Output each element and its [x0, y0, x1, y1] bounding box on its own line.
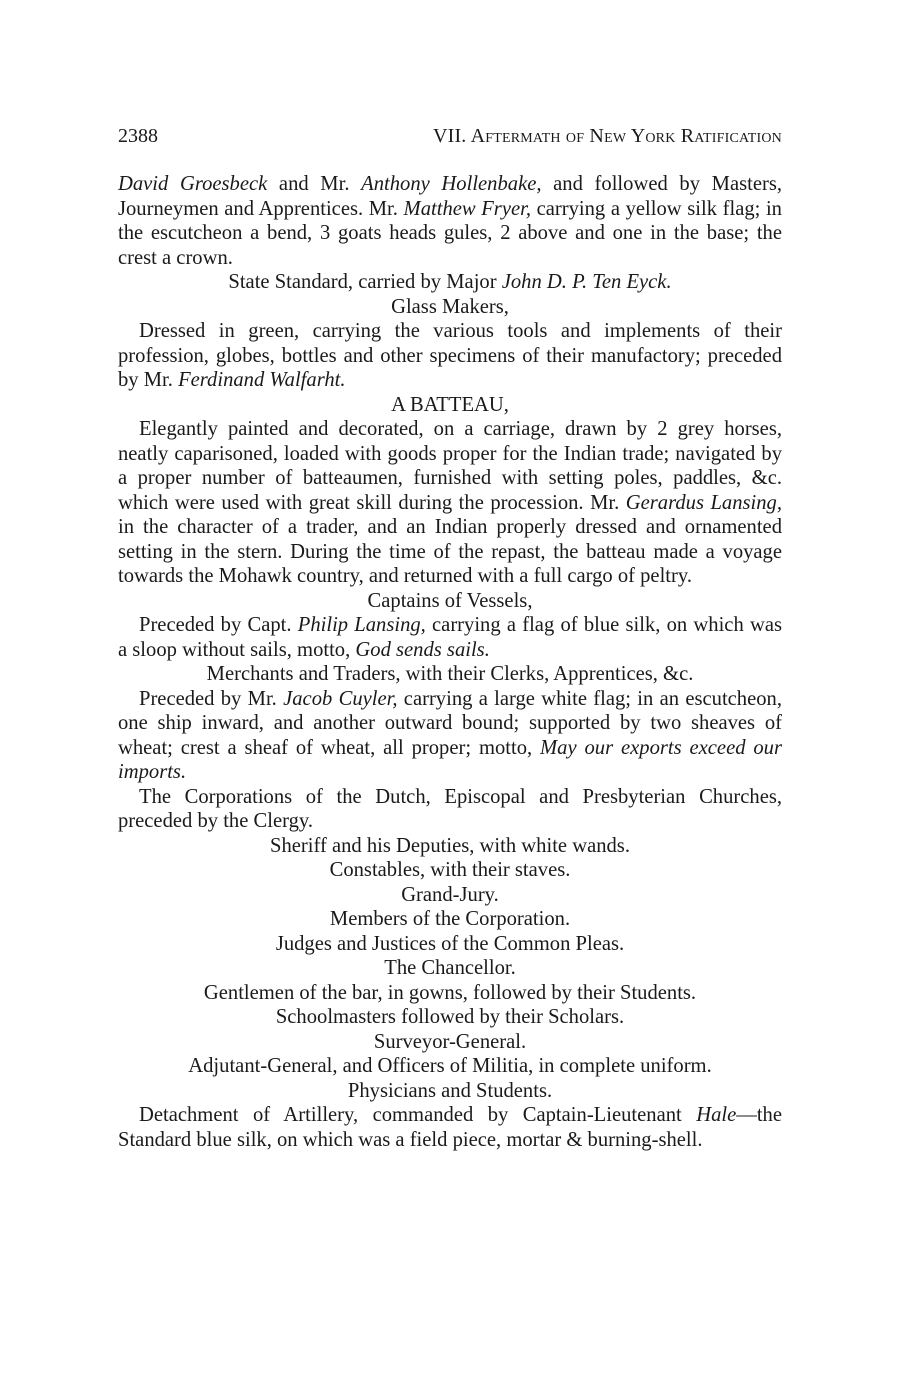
- paragraph-masters: [118, 172, 782, 270]
- line-constables: Constables, with their staves.: [329, 859, 571, 881]
- name-philip-lansing: Philip Lansing,: [297, 614, 426, 636]
- line-physicians: Physicians and Students.: [347, 1079, 553, 1102]
- text-fragment: Detachment of Artillery, commanded by Captain-Lieutenant: [139, 1104, 697, 1126]
- running-title: VII. Aftermath of New York Ratification: [432, 125, 782, 147]
- paragraph-artillery: [118, 1103, 782, 1152]
- line-sheriff: Sheriff and his Deputies, with white wands.: [270, 834, 630, 857]
- line-adjutant-general: Adjutant-General, and Officers of Militia, in complete uniform.: [188, 1055, 712, 1077]
- text-fragment: Elegantly painted and decorated, on a carriage, drawn by 2 grey horses, neatly caparisoned, loaded with goods proper for the Indian trade; navigated by a proper number of batteaumen, furnished with setting poles, paddles, &c. which were used with great skill during the procession. Mr.: [118, 418, 782, 514]
- text-fragment: carrying a large white flag; in an escutcheon, one ship inward, and another outward bound; supported by two sheaves of wheat; crest a sheaf of wheat, all proper; motto,: [118, 687, 782, 759]
- line-schoolmasters: Schoolmasters followed by their Scholars.: [275, 1006, 625, 1028]
- line-corporation-members: Members of the Corporation.: [329, 908, 571, 930]
- line-gentlemen-of-bar: Gentlemen of the bar, in gowns, followed by their Students.: [203, 981, 697, 1004]
- paragraph-merchants: [118, 687, 782, 785]
- name-jacob-cuyler: Jacob Cuyler,: [283, 687, 398, 710]
- text-fragment: and Mr.: [267, 173, 362, 195]
- name-ferdinand-walfarht: Ferdinand Walfarht.: [178, 369, 346, 391]
- text-fragment: Preceded by Capt.: [139, 614, 298, 636]
- text-fragment: in the character of a trader, and an Indian properly dressed and ornamented setting in the stern. During the time of the repast, the batteau made a voyage towards the Mohawk country, and returned with a full cargo of peltry.: [118, 516, 782, 587]
- line-surveyor-general: Surveyor-General.: [373, 1030, 527, 1053]
- document-page: [118, 122, 782, 1152]
- text-fragment: Preceded by Mr.: [139, 687, 284, 710]
- line-grand-jury: Grand-Jury.: [401, 883, 499, 906]
- text-fragment: State Standard, carried by Major: [228, 271, 502, 293]
- paragraph-glass-makers: [118, 319, 782, 393]
- text-fragment: carrying a yellow silk flag; in the escutcheon a bend, 3 goats heads gules, 2 above and one in the base; the crest a crown.: [118, 197, 782, 269]
- text-fragment: and followed by Masters, Journeymen and Apprentices. Mr.: [118, 173, 782, 220]
- paragraph-corporations: The Corporations of the Dutch, Episcopal and Presbyterian Churches, preceded by the Clergy.: [118, 785, 782, 832]
- name-matthew-fryer: Matthew Fryer,: [403, 197, 531, 220]
- paragraph-captains: [118, 613, 782, 662]
- page-number: 2388: [118, 125, 158, 147]
- body-text: [118, 172, 782, 1152]
- name-john-ten-eyck: John D. P. Ten Eyck.: [501, 271, 672, 293]
- text-fragment: carrying a flag of blue silk, on which was a sloop without sails, motto,: [118, 614, 782, 661]
- motto-god-sends-sails: God sends sails.: [355, 638, 490, 661]
- line-chancellor: The Chancellor.: [384, 957, 516, 979]
- name-anthony-hollenbake: Anthony Hollenbake,: [361, 173, 542, 195]
- name-hale: Hale: [696, 1104, 737, 1126]
- name-gerardus-lansing: Gerardus Lansing,: [625, 491, 782, 514]
- heading-glass-makers: Glass Makers,: [391, 295, 509, 318]
- state-standard-line: [118, 270, 782, 295]
- heading-captains: Captains of Vessels,: [367, 589, 533, 612]
- line-judges: Judges and Justices of the Common Pleas.: [275, 932, 625, 955]
- paragraph-batteau: [118, 417, 782, 589]
- text-fragment: Dressed in green, carrying the various tools and implements of their profession, globes, bottles and other specimens of their manufactory; preceded by Mr.: [118, 320, 782, 391]
- page-header: [118, 122, 782, 150]
- heading-merchants: Merchants and Traders, with their Clerks, Apprentices, &c.: [206, 663, 694, 685]
- heading-batteau: A BATTEAU,: [391, 393, 509, 416]
- text-fragment: —the Standard blue silk, on which was a field piece, mortar & burning-shell.: [118, 1104, 782, 1151]
- name-david-groesbeck: David Groesbeck: [118, 173, 268, 195]
- motto-exports: May our exports exceed our imports.: [118, 736, 782, 783]
